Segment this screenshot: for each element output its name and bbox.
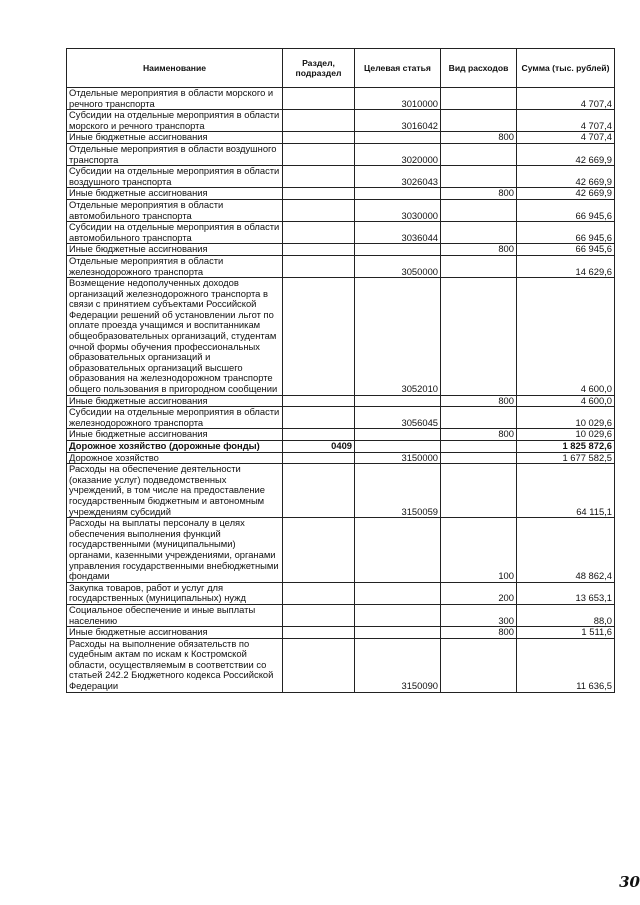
row-sum: 42 669,9 [517, 188, 615, 200]
row-section [283, 143, 355, 165]
table-row [67, 395, 615, 407]
row-target-article: 3150059 [355, 464, 441, 518]
row-target-article [355, 518, 441, 583]
row-section [283, 88, 355, 110]
row-expense-kind [441, 464, 517, 518]
header-target: Целевая статья [355, 49, 441, 88]
page-number: 30 [619, 873, 640, 891]
row-target-article: 3050000 [355, 255, 441, 277]
row-section [283, 582, 355, 604]
row-target-article: 3010000 [355, 88, 441, 110]
row-sum: 4 707,4 [517, 132, 615, 144]
table-row [67, 452, 615, 464]
row-section: 0409 [283, 441, 355, 453]
table-row [67, 143, 615, 165]
row-expense-kind: 300 [441, 604, 517, 626]
row-target-article: 3026043 [355, 166, 441, 188]
row-expense-kind: 800 [441, 429, 517, 441]
header-name: Наименование [67, 49, 283, 88]
row-section [283, 464, 355, 518]
row-name: Субсидии на отдельные мероприятия в области воздушного транспорта [67, 166, 283, 188]
row-expense-kind [441, 143, 517, 165]
row-target-article [355, 132, 441, 144]
row-sum: 64 115,1 [517, 464, 615, 518]
row-expense-kind [441, 110, 517, 132]
row-target-article [355, 441, 441, 453]
row-target-article: 3056045 [355, 407, 441, 429]
table-row [67, 244, 615, 256]
row-section [283, 132, 355, 144]
row-sum: 42 669,9 [517, 143, 615, 165]
row-expense-kind [441, 88, 517, 110]
table-row [67, 222, 615, 244]
table-row [67, 110, 615, 132]
row-name: Иные бюджетные ассигнования [67, 395, 283, 407]
table-row [67, 441, 615, 453]
table-row [67, 199, 615, 221]
row-sum: 4 600,0 [517, 395, 615, 407]
row-section [283, 278, 355, 396]
row-name: Отдельные мероприятия в области морского и речного транспорта [67, 88, 283, 110]
row-section [283, 429, 355, 441]
row-section [283, 638, 355, 692]
row-target-article [355, 429, 441, 441]
row-name: Социальное обеспечение и иные выплаты населению [67, 604, 283, 626]
row-sum: 14 629,6 [517, 255, 615, 277]
row-target-article: 3036044 [355, 222, 441, 244]
row-target-article: 3016042 [355, 110, 441, 132]
row-section [283, 244, 355, 256]
row-sum: 13 653,1 [517, 582, 615, 604]
budget-table [66, 48, 615, 693]
row-sum: 4 707,4 [517, 88, 615, 110]
row-sum: 42 669,9 [517, 166, 615, 188]
row-expense-kind: 100 [441, 518, 517, 583]
row-name: Отдельные мероприятия в области автомобильного транспорта [67, 199, 283, 221]
row-expense-kind [441, 638, 517, 692]
row-name: Иные бюджетные ассигнования [67, 429, 283, 441]
row-name: Иные бюджетные ассигнования [67, 627, 283, 639]
row-sum: 1 825 872,6 [517, 441, 615, 453]
row-section [283, 627, 355, 639]
row-name: Дорожное хозяйство (дорожные фонды) [67, 441, 283, 453]
row-expense-kind: 800 [441, 395, 517, 407]
row-section [283, 255, 355, 277]
row-name: Отдельные мероприятия в области воздушного транспорта [67, 143, 283, 165]
table-row [67, 278, 615, 396]
row-sum: 11 636,5 [517, 638, 615, 692]
table-row [67, 188, 615, 200]
row-section [283, 110, 355, 132]
row-section [283, 452, 355, 464]
row-sum: 4 707,4 [517, 110, 615, 132]
row-expense-kind: 800 [441, 244, 517, 256]
row-section [283, 518, 355, 583]
row-target-article: 3052010 [355, 278, 441, 396]
row-target-article: 3030000 [355, 199, 441, 221]
row-target-article: 3150000 [355, 452, 441, 464]
row-expense-kind: 800 [441, 132, 517, 144]
row-expense-kind [441, 407, 517, 429]
row-target-article [355, 188, 441, 200]
row-expense-kind: 800 [441, 188, 517, 200]
row-sum: 48 862,4 [517, 518, 615, 583]
table-row [67, 88, 615, 110]
row-name: Возмещение недополученных доходов организаций железнодорожного транспорта в связи с принятием субъектами Российской Федерации решений об установлении льгот по оплате проезда учащимся и воспитанникам общеобразовательных организаций, студентам очной формы обучения профессиональных образовательных организаций и образовательных организаций высшего образования на железнодорожном транспорте общего пользования в пригородном сообщении [67, 278, 283, 396]
table-row [67, 429, 615, 441]
row-name: Иные бюджетные ассигнования [67, 244, 283, 256]
row-name: Дорожное хозяйство [67, 452, 283, 464]
row-section [283, 407, 355, 429]
row-target-article [355, 582, 441, 604]
row-expense-kind [441, 441, 517, 453]
row-section [283, 199, 355, 221]
row-expense-kind [441, 166, 517, 188]
row-name: Расходы на выполнение обязательств по судебным актам по искам к Костромской области, осуществляемым в соответствии со статьей 242.2 Бюджетного кодекса Российской Федерации [67, 638, 283, 692]
row-sum: 4 600,0 [517, 278, 615, 396]
row-sum: 10 029,6 [517, 407, 615, 429]
table-row [67, 132, 615, 144]
row-expense-kind [441, 199, 517, 221]
row-name: Субсидии на отдельные мероприятия в области железнодорожного транспорта [67, 407, 283, 429]
table-row [67, 638, 615, 692]
header-section: Раздел, подраздел [283, 49, 355, 88]
row-sum: 10 029,6 [517, 429, 615, 441]
row-expense-kind [441, 255, 517, 277]
row-name: Иные бюджетные ассигнования [67, 132, 283, 144]
row-name: Закупка товаров, работ и услуг для государственных (муниципальных) нужд [67, 582, 283, 604]
table-row [67, 627, 615, 639]
table-header-row [67, 49, 615, 88]
row-sum: 66 945,6 [517, 222, 615, 244]
row-name: Субсидии на отдельные мероприятия в области автомобильного транспорта [67, 222, 283, 244]
row-section [283, 395, 355, 407]
row-expense-kind [441, 222, 517, 244]
row-sum: 66 945,6 [517, 199, 615, 221]
row-target-article [355, 395, 441, 407]
table-row [67, 604, 615, 626]
row-expense-kind: 800 [441, 627, 517, 639]
row-target-article [355, 244, 441, 256]
row-sum: 66 945,6 [517, 244, 615, 256]
table-row [67, 464, 615, 518]
row-expense-kind: 200 [441, 582, 517, 604]
row-expense-kind [441, 278, 517, 396]
table-row [67, 518, 615, 583]
row-name: Субсидии на отдельные мероприятия в области морского и речного транспорта [67, 110, 283, 132]
row-sum: 88,0 [517, 604, 615, 626]
row-name: Отдельные мероприятия в области железнодорожного транспорта [67, 255, 283, 277]
row-target-article: 3020000 [355, 143, 441, 165]
row-name: Расходы на выплаты персоналу в целях обеспечения выполнения функций государственными (муниципальными) органами, казенными учреждениями, органами управления государственными внебюджетными фондами [67, 518, 283, 583]
row-target-article [355, 627, 441, 639]
row-section [283, 222, 355, 244]
table-row [67, 407, 615, 429]
row-section [283, 604, 355, 626]
row-target-article: 3150090 [355, 638, 441, 692]
row-sum: 1 677 582,5 [517, 452, 615, 464]
row-name: Иные бюджетные ассигнования [67, 188, 283, 200]
row-expense-kind [441, 452, 517, 464]
row-section [283, 166, 355, 188]
table-row [67, 255, 615, 277]
table-row [67, 582, 615, 604]
row-name: Расходы на обеспечение деятельности (оказание услуг) подведомственных учреждений, в том числе на предоставление государственным бюджетным и автономным учреждениям субсидий [67, 464, 283, 518]
header-sum: Сумма (тыс. рублей) [517, 49, 615, 88]
row-sum: 1 511,6 [517, 627, 615, 639]
table-row [67, 166, 615, 188]
row-section [283, 188, 355, 200]
row-target-article [355, 604, 441, 626]
header-kind: Вид расходов [441, 49, 517, 88]
